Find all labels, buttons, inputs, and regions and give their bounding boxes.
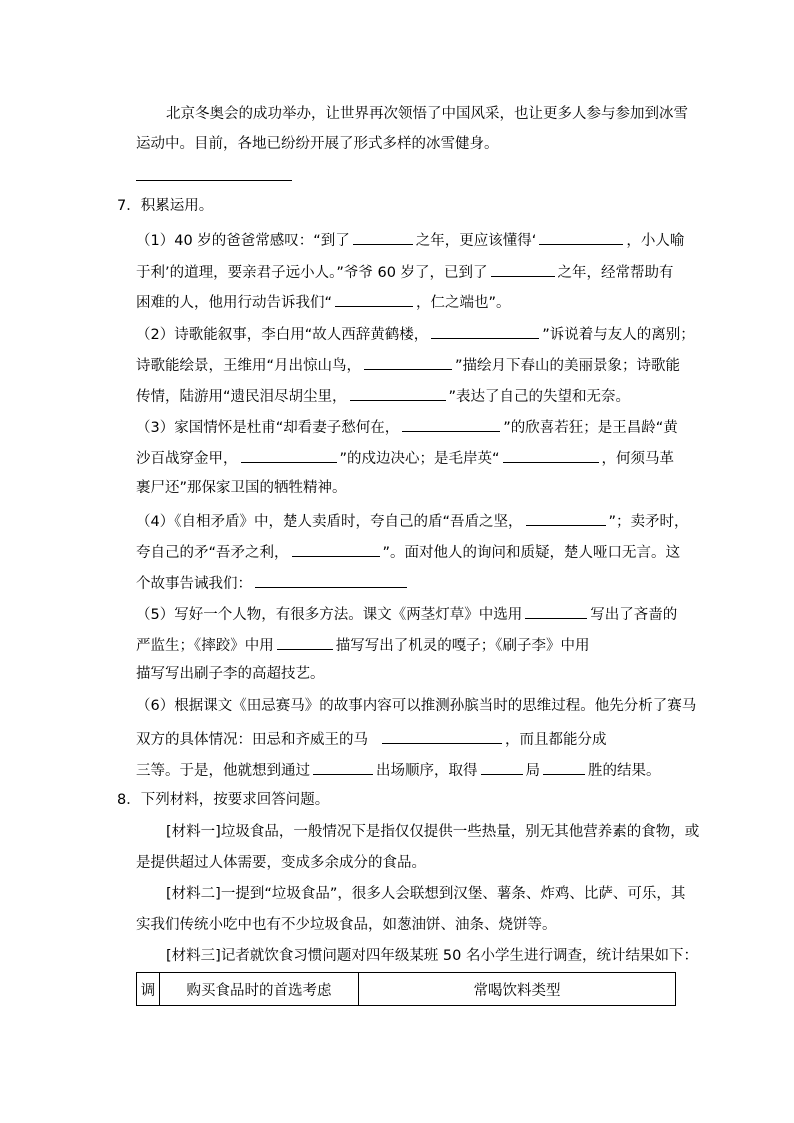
text: 于利’的道理，要亲君子远小人。”爷爷 60 岁了，已到了 [136, 265, 488, 281]
text: 沙百战穿金甲， [136, 451, 238, 467]
fill-blank [526, 510, 606, 526]
fill-blank [292, 541, 380, 557]
fill-blank [402, 416, 500, 432]
fill-blank [382, 728, 502, 744]
question-line: （6）根据课文《田忌赛马》的故事内容可以推测孙膑当时的思维过程。他先分析了赛马 [136, 698, 697, 714]
material-line: [材料一]垃圾食品，一般情况下是指仅仅提供一些热量，别无其他营养素的食物，或 [166, 824, 700, 840]
table-header-cell: 常喝饮料类型 [359, 973, 676, 1006]
text: 困难的人，他用行动告诉我们“ [136, 295, 333, 311]
fill-blank [335, 291, 413, 307]
text: ”表达了自己的失望和无奈。 [448, 389, 631, 405]
text: （3）家国情怀是杜甫“却看妻子愁何在， [136, 420, 400, 436]
text: （1）40 岁的爸爸常感叹：“到了 [136, 233, 350, 249]
text: 描写写出了机灵的嘎子；《刷子李》中用 [335, 638, 590, 654]
material-line: 实我们传统小吃中也有不少垃圾食品，如葱油饼、油条、烧饼等。 [136, 917, 557, 933]
text: ”的欣喜若狂；是王昌龄“黄 [503, 420, 678, 436]
text: ，而且都能分成 [505, 732, 607, 748]
text: 夸自己的矛“吾矛之利， [136, 545, 289, 561]
question-line [136, 416, 678, 438]
question-line [136, 261, 674, 283]
text: 严监生；《摔跤》中用 [136, 638, 274, 654]
fill-blank [364, 354, 452, 370]
text: 局 [525, 763, 540, 779]
question-line [136, 728, 607, 750]
question-line [136, 291, 511, 313]
text: ”。面对他人的询问和质疑，楚人哑口无言。这 [382, 545, 681, 561]
text: 双方的具体情况：田忌和齐威王的马 [136, 732, 368, 748]
text: （4）《自相矛盾》中，楚人卖盾时，夸自己的盾“吾盾之坚， [136, 514, 523, 530]
material-line: 是提供超过人体需要，变成多余成分的食品。 [136, 855, 426, 871]
question-line: 裹尸还”那保家卫国的牺牲精神。 [136, 480, 347, 496]
fill-blank [491, 261, 555, 277]
fill-blank [255, 572, 407, 588]
text: 之年，经常帮助有 [557, 265, 674, 281]
question-line [136, 510, 689, 532]
question-line [136, 541, 680, 563]
table-row [137, 973, 676, 1006]
text: （5）写好一个人物，有很多方法。课文《两茎灯草》中选用 [136, 607, 523, 623]
question-line [136, 634, 590, 656]
question-line [136, 354, 680, 376]
text: ”；卖矛时， [608, 514, 689, 530]
text: 写出了吝啬的 [590, 607, 678, 623]
question-line: 描写写出刷子李的高超技艺。 [136, 666, 325, 682]
text: ”的戍边决心；是毛岸英“ [339, 451, 500, 467]
text: ”描绘月下春山的美丽景象；诗歌能 [455, 358, 681, 374]
answer-line [136, 180, 292, 181]
text: 三等。于是，他就想到通过 [136, 763, 310, 779]
question-line [136, 603, 677, 625]
table-header-cell: 购买食品时的首选考虑 [160, 973, 359, 1006]
fill-blank [481, 759, 523, 775]
text: 传情，陆游用“遗民泪尽胡尘里， [136, 389, 347, 405]
text: ，小人喻 [626, 233, 685, 249]
passage-line: 运动中。目前，各地已纷纷开展了形式多样的冰雪健身。 [136, 136, 499, 152]
fill-blank [350, 385, 446, 401]
question-line [136, 572, 410, 594]
fill-blank [313, 759, 373, 775]
text: ，何须马革 [601, 451, 675, 467]
text: 个故事告诫我们： [136, 576, 252, 592]
fill-blank [241, 447, 337, 463]
fill-blank [353, 229, 413, 245]
text: 胜的结果。 [588, 763, 661, 779]
text: ”诉说着与友人的离别； [542, 327, 695, 343]
fill-blank [525, 603, 587, 619]
question-title: 7．积累运用。 [117, 198, 214, 214]
question-line [136, 323, 695, 345]
question-line [136, 447, 674, 469]
question-title: 8．下列材料，按要求回答问题。 [117, 792, 330, 808]
table-header-cell: 调 [137, 973, 160, 1006]
question-line [136, 385, 630, 407]
material-line: [材料三]记者就饮食习惯问题对四年级某班 50 名小学生进行调查，统计结果如下： [166, 948, 698, 964]
text: 诗歌能绘景，王维用“月出惊山鸟， [136, 358, 362, 374]
question-line [136, 759, 661, 781]
question-line [136, 229, 684, 251]
text: 之年，更应该懂得‘ [415, 233, 537, 249]
fill-blank [543, 759, 585, 775]
passage-line: 北京冬奥会的成功举办，让世界再次领悟了中国风采，也让更多人参与参加到冰雪 [166, 106, 688, 122]
text: ，仁之端也”。 [416, 295, 511, 311]
text: 出场顺序，取得 [376, 763, 478, 779]
text: （2）诗歌能叙事，李白用“故人西辞黄鹤楼， [136, 327, 429, 343]
survey-table [136, 972, 676, 1006]
fill-blank [503, 447, 599, 463]
material-line: [材料二]一提到“垃圾食品”，很多人会联想到汉堡、薯条、炸鸡、比萨、可乐，其 [166, 886, 686, 902]
fill-blank [539, 229, 623, 245]
fill-blank [431, 323, 539, 339]
fill-blank [277, 634, 333, 650]
